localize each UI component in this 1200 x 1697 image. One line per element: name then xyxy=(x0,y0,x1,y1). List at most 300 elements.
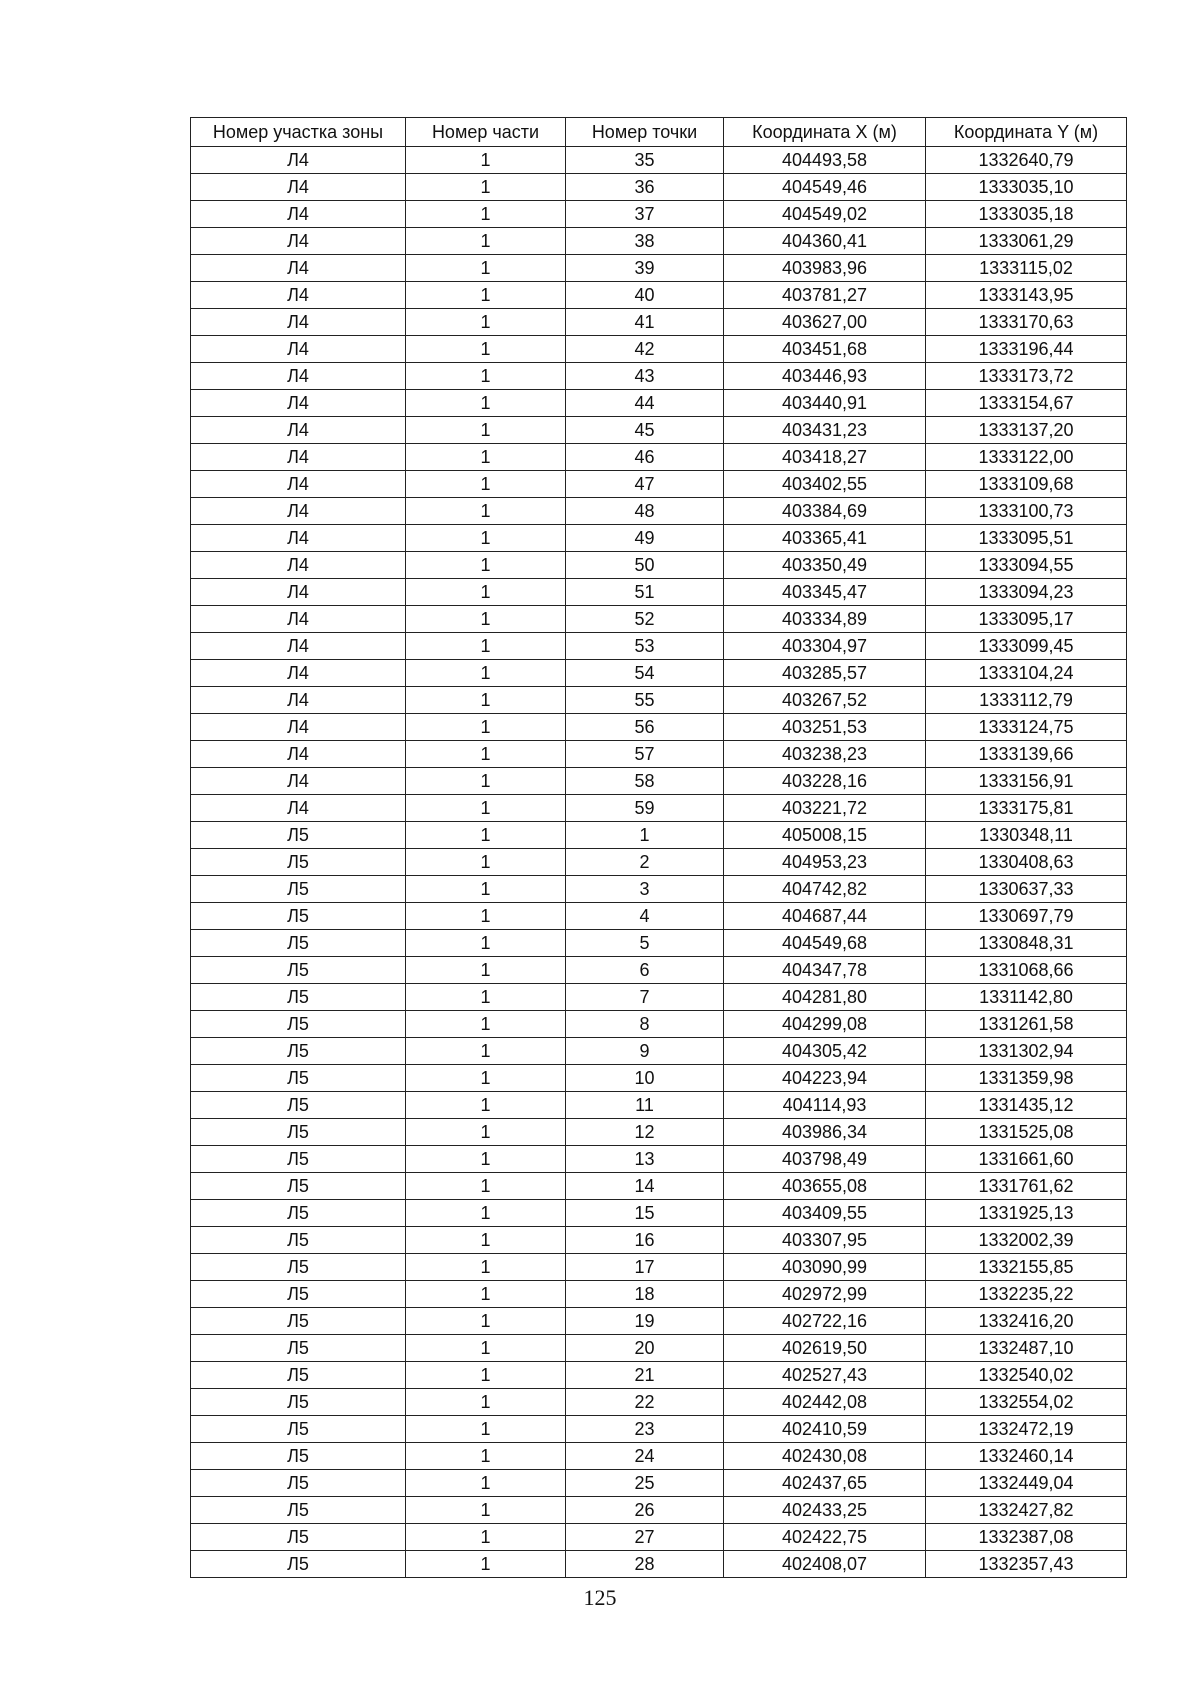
cell-point-number: 17 xyxy=(566,1254,724,1281)
cell-zone-section: Л4 xyxy=(191,417,406,444)
cell-coordinate-y: 1330637,33 xyxy=(926,876,1127,903)
table-row xyxy=(191,606,1127,633)
cell-part-number: 1 xyxy=(406,444,566,471)
cell-coordinate-y: 1332640,79 xyxy=(926,147,1127,174)
cell-coordinate-x: 402527,43 xyxy=(724,1362,926,1389)
cell-part-number: 1 xyxy=(406,525,566,552)
cell-zone-section: Л4 xyxy=(191,390,406,417)
cell-point-number: 51 xyxy=(566,579,724,606)
cell-coordinate-x: 404742,82 xyxy=(724,876,926,903)
cell-coordinate-x: 404281,80 xyxy=(724,984,926,1011)
cell-coordinate-x: 403267,52 xyxy=(724,687,926,714)
cell-coordinate-x: 403228,16 xyxy=(724,768,926,795)
cell-part-number: 1 xyxy=(406,822,566,849)
cell-zone-section: Л4 xyxy=(191,741,406,768)
cell-part-number: 1 xyxy=(406,849,566,876)
cell-zone-section: Л4 xyxy=(191,363,406,390)
table-row xyxy=(191,1470,1127,1497)
cell-coordinate-x: 403304,97 xyxy=(724,633,926,660)
cell-part-number: 1 xyxy=(406,1254,566,1281)
cell-part-number: 1 xyxy=(406,336,566,363)
cell-coordinate-x: 404493,58 xyxy=(724,147,926,174)
cell-coordinate-x: 403402,55 xyxy=(724,471,926,498)
cell-point-number: 24 xyxy=(566,1443,724,1470)
cell-zone-section: Л5 xyxy=(191,1281,406,1308)
cell-coordinate-y: 1331435,12 xyxy=(926,1092,1127,1119)
page-number: 125 xyxy=(583,1585,617,1610)
cell-part-number: 1 xyxy=(406,255,566,282)
cell-coordinate-y: 1333094,55 xyxy=(926,552,1127,579)
cell-coordinate-x: 403345,47 xyxy=(724,579,926,606)
cell-point-number: 28 xyxy=(566,1551,724,1578)
cell-zone-section: Л4 xyxy=(191,498,406,525)
cell-zone-section: Л5 xyxy=(191,1497,406,1524)
cell-part-number: 1 xyxy=(406,660,566,687)
cell-point-number: 46 xyxy=(566,444,724,471)
table-row xyxy=(191,1038,1127,1065)
table-row xyxy=(191,660,1127,687)
cell-zone-section: Л5 xyxy=(191,1362,406,1389)
cell-coordinate-x: 402433,25 xyxy=(724,1497,926,1524)
cell-coordinate-x: 404549,46 xyxy=(724,174,926,201)
cell-point-number: 44 xyxy=(566,390,724,417)
cell-coordinate-x: 405008,15 xyxy=(724,822,926,849)
cell-coordinate-x: 402437,65 xyxy=(724,1470,926,1497)
cell-point-number: 13 xyxy=(566,1146,724,1173)
cell-point-number: 7 xyxy=(566,984,724,1011)
table-row xyxy=(191,714,1127,741)
table-row xyxy=(191,471,1127,498)
cell-point-number: 14 xyxy=(566,1173,724,1200)
table-row xyxy=(191,1308,1127,1335)
cell-coordinate-x: 403365,41 xyxy=(724,525,926,552)
cell-zone-section: Л4 xyxy=(191,282,406,309)
cell-coordinate-y: 1332416,20 xyxy=(926,1308,1127,1335)
table-row xyxy=(191,417,1127,444)
table-row xyxy=(191,1227,1127,1254)
cell-zone-section: Л4 xyxy=(191,255,406,282)
cell-part-number: 1 xyxy=(406,1470,566,1497)
cell-zone-section: Л5 xyxy=(191,1389,406,1416)
cell-part-number: 1 xyxy=(406,471,566,498)
cell-coordinate-y: 1332472,19 xyxy=(926,1416,1127,1443)
cell-zone-section: Л4 xyxy=(191,687,406,714)
cell-part-number: 1 xyxy=(406,957,566,984)
cell-zone-section: Л4 xyxy=(191,444,406,471)
cell-zone-section: Л4 xyxy=(191,714,406,741)
cell-coordinate-y: 1333035,18 xyxy=(926,201,1127,228)
cell-coordinate-x: 403285,57 xyxy=(724,660,926,687)
cell-part-number: 1 xyxy=(406,1011,566,1038)
table-row xyxy=(191,768,1127,795)
cell-zone-section: Л4 xyxy=(191,174,406,201)
cell-zone-section: Л5 xyxy=(191,1119,406,1146)
cell-point-number: 55 xyxy=(566,687,724,714)
cell-point-number: 10 xyxy=(566,1065,724,1092)
cell-part-number: 1 xyxy=(406,768,566,795)
table-row xyxy=(191,1335,1127,1362)
cell-point-number: 2 xyxy=(566,849,724,876)
cell-point-number: 26 xyxy=(566,1497,724,1524)
cell-coordinate-y: 1333156,91 xyxy=(926,768,1127,795)
cell-coordinate-y: 1331525,08 xyxy=(926,1119,1127,1146)
table-row xyxy=(191,1146,1127,1173)
cell-point-number: 58 xyxy=(566,768,724,795)
cell-coordinate-x: 403451,68 xyxy=(724,336,926,363)
table-row xyxy=(191,525,1127,552)
cell-coordinate-x: 403655,08 xyxy=(724,1173,926,1200)
table-row xyxy=(191,633,1127,660)
cell-zone-section: Л5 xyxy=(191,903,406,930)
cell-zone-section: Л5 xyxy=(191,1416,406,1443)
table-row xyxy=(191,1416,1127,1443)
cell-zone-section: Л4 xyxy=(191,606,406,633)
cell-part-number: 1 xyxy=(406,363,566,390)
cell-coordinate-y: 1332357,43 xyxy=(926,1551,1127,1578)
cell-part-number: 1 xyxy=(406,1146,566,1173)
table-row xyxy=(191,147,1127,174)
table-row xyxy=(191,1119,1127,1146)
cell-part-number: 1 xyxy=(406,1416,566,1443)
cell-coordinate-x: 402972,99 xyxy=(724,1281,926,1308)
cell-part-number: 1 xyxy=(406,930,566,957)
cell-coordinate-y: 1331761,62 xyxy=(926,1173,1127,1200)
cell-part-number: 1 xyxy=(406,714,566,741)
table-row xyxy=(191,1065,1127,1092)
cell-point-number: 15 xyxy=(566,1200,724,1227)
cell-coordinate-y: 1331661,60 xyxy=(926,1146,1127,1173)
cell-coordinate-y: 1333154,67 xyxy=(926,390,1127,417)
cell-coordinate-x: 403446,93 xyxy=(724,363,926,390)
cell-coordinate-x: 403983,96 xyxy=(724,255,926,282)
table-row xyxy=(191,687,1127,714)
cell-coordinate-x: 402410,59 xyxy=(724,1416,926,1443)
cell-point-number: 12 xyxy=(566,1119,724,1146)
cell-coordinate-y: 1332387,08 xyxy=(926,1524,1127,1551)
cell-coordinate-y: 1333139,66 xyxy=(926,741,1127,768)
cell-point-number: 38 xyxy=(566,228,724,255)
cell-part-number: 1 xyxy=(406,606,566,633)
cell-point-number: 56 xyxy=(566,714,724,741)
cell-coordinate-y: 1332554,02 xyxy=(926,1389,1127,1416)
cell-point-number: 37 xyxy=(566,201,724,228)
cell-point-number: 25 xyxy=(566,1470,724,1497)
cell-part-number: 1 xyxy=(406,228,566,255)
cell-coordinate-y: 1333095,51 xyxy=(926,525,1127,552)
cell-zone-section: Л5 xyxy=(191,1200,406,1227)
cell-coordinate-x: 402619,50 xyxy=(724,1335,926,1362)
cell-zone-section: Л5 xyxy=(191,930,406,957)
table-row xyxy=(191,822,1127,849)
cell-zone-section: Л4 xyxy=(191,309,406,336)
cell-coordinate-x: 403798,49 xyxy=(724,1146,926,1173)
cell-zone-section: Л5 xyxy=(191,1470,406,1497)
table-row xyxy=(191,579,1127,606)
cell-coordinate-y: 1333124,75 xyxy=(926,714,1127,741)
cell-point-number: 5 xyxy=(566,930,724,957)
cell-point-number: 43 xyxy=(566,363,724,390)
cell-part-number: 1 xyxy=(406,984,566,1011)
cell-coordinate-y: 1332155,85 xyxy=(926,1254,1127,1281)
table-row xyxy=(191,984,1127,1011)
cell-coordinate-x: 402408,07 xyxy=(724,1551,926,1578)
cell-point-number: 35 xyxy=(566,147,724,174)
table-row xyxy=(191,1281,1127,1308)
cell-part-number: 1 xyxy=(406,174,566,201)
cell-zone-section: Л4 xyxy=(191,768,406,795)
table-row xyxy=(191,201,1127,228)
cell-coordinate-x: 403418,27 xyxy=(724,444,926,471)
table-row xyxy=(191,1443,1127,1470)
cell-coordinate-x: 404114,93 xyxy=(724,1092,926,1119)
cell-coordinate-x: 404347,78 xyxy=(724,957,926,984)
cell-part-number: 1 xyxy=(406,741,566,768)
cell-coordinate-x: 403384,69 xyxy=(724,498,926,525)
cell-point-number: 19 xyxy=(566,1308,724,1335)
cell-coordinate-y: 1331261,58 xyxy=(926,1011,1127,1038)
cell-part-number: 1 xyxy=(406,1281,566,1308)
cell-part-number: 1 xyxy=(406,552,566,579)
cell-zone-section: Л5 xyxy=(191,984,406,1011)
table-row xyxy=(191,1524,1127,1551)
cell-part-number: 1 xyxy=(406,498,566,525)
cell-coordinate-y: 1331359,98 xyxy=(926,1065,1127,1092)
cell-point-number: 53 xyxy=(566,633,724,660)
table-row xyxy=(191,957,1127,984)
cell-part-number: 1 xyxy=(406,1227,566,1254)
cell-part-number: 1 xyxy=(406,1092,566,1119)
table-row xyxy=(191,1254,1127,1281)
cell-coordinate-y: 1332460,14 xyxy=(926,1443,1127,1470)
table-body xyxy=(191,147,1127,1578)
cell-zone-section: Л5 xyxy=(191,876,406,903)
cell-coordinate-y: 1331068,66 xyxy=(926,957,1127,984)
cell-zone-section: Л4 xyxy=(191,228,406,255)
cell-point-number: 11 xyxy=(566,1092,724,1119)
table-row xyxy=(191,444,1127,471)
cell-zone-section: Л4 xyxy=(191,795,406,822)
cell-point-number: 6 xyxy=(566,957,724,984)
cell-point-number: 49 xyxy=(566,525,724,552)
cell-zone-section: Л4 xyxy=(191,201,406,228)
cell-point-number: 42 xyxy=(566,336,724,363)
cell-part-number: 1 xyxy=(406,1497,566,1524)
table-row xyxy=(191,849,1127,876)
cell-coordinate-x: 403221,72 xyxy=(724,795,926,822)
table-row xyxy=(191,390,1127,417)
cell-coordinate-x: 402430,08 xyxy=(724,1443,926,1470)
table-row xyxy=(191,255,1127,282)
table-row xyxy=(191,930,1127,957)
cell-coordinate-y: 1333099,45 xyxy=(926,633,1127,660)
cell-coordinate-y: 1333137,20 xyxy=(926,417,1127,444)
table-row xyxy=(191,1200,1127,1227)
cell-coordinate-y: 1330697,79 xyxy=(926,903,1127,930)
cell-part-number: 1 xyxy=(406,147,566,174)
cell-coordinate-y: 1333061,29 xyxy=(926,228,1127,255)
cell-coordinate-x: 403986,34 xyxy=(724,1119,926,1146)
cell-zone-section: Л5 xyxy=(191,1443,406,1470)
cell-coordinate-y: 1330408,63 xyxy=(926,849,1127,876)
cell-coordinate-y: 1330848,31 xyxy=(926,930,1127,957)
cell-zone-section: Л5 xyxy=(191,822,406,849)
table-row xyxy=(191,741,1127,768)
cell-coordinate-x: 403350,49 xyxy=(724,552,926,579)
cell-coordinate-x: 403440,91 xyxy=(724,390,926,417)
cell-point-number: 16 xyxy=(566,1227,724,1254)
cell-part-number: 1 xyxy=(406,633,566,660)
cell-point-number: 57 xyxy=(566,741,724,768)
cell-point-number: 54 xyxy=(566,660,724,687)
cell-coordinate-x: 403307,95 xyxy=(724,1227,926,1254)
header-point-number: Номер точки xyxy=(566,118,724,147)
cell-part-number: 1 xyxy=(406,1362,566,1389)
cell-coordinate-x: 404305,42 xyxy=(724,1038,926,1065)
cell-point-number: 27 xyxy=(566,1524,724,1551)
cell-part-number: 1 xyxy=(406,1551,566,1578)
cell-coordinate-x: 404687,44 xyxy=(724,903,926,930)
cell-coordinate-x: 403090,99 xyxy=(724,1254,926,1281)
cell-coordinate-y: 1332427,82 xyxy=(926,1497,1127,1524)
cell-coordinate-y: 1333196,44 xyxy=(926,336,1127,363)
cell-point-number: 36 xyxy=(566,174,724,201)
cell-coordinate-y: 1333115,02 xyxy=(926,255,1127,282)
cell-part-number: 1 xyxy=(406,1200,566,1227)
cell-part-number: 1 xyxy=(406,876,566,903)
cell-point-number: 9 xyxy=(566,1038,724,1065)
cell-point-number: 48 xyxy=(566,498,724,525)
cell-coordinate-x: 402422,75 xyxy=(724,1524,926,1551)
cell-coordinate-x: 404299,08 xyxy=(724,1011,926,1038)
cell-coordinate-y: 1333122,00 xyxy=(926,444,1127,471)
cell-coordinate-x: 403409,55 xyxy=(724,1200,926,1227)
cell-coordinate-x: 403627,00 xyxy=(724,309,926,336)
cell-coordinate-y: 1333143,95 xyxy=(926,282,1127,309)
cell-coordinate-x: 403431,23 xyxy=(724,417,926,444)
cell-coordinate-x: 403251,53 xyxy=(724,714,926,741)
cell-part-number: 1 xyxy=(406,390,566,417)
table-row xyxy=(191,1092,1127,1119)
cell-zone-section: Л4 xyxy=(191,525,406,552)
cell-coordinate-y: 1331925,13 xyxy=(926,1200,1127,1227)
cell-part-number: 1 xyxy=(406,1038,566,1065)
cell-zone-section: Л4 xyxy=(191,579,406,606)
cell-coordinate-x: 402442,08 xyxy=(724,1389,926,1416)
cell-point-number: 40 xyxy=(566,282,724,309)
table-row xyxy=(191,282,1127,309)
cell-part-number: 1 xyxy=(406,1119,566,1146)
header-coordinate-y: Координата Y (м) xyxy=(926,118,1127,147)
cell-part-number: 1 xyxy=(406,1173,566,1200)
header-part-number: Номер части xyxy=(406,118,566,147)
header-zone-section: Номер участка зоны xyxy=(191,118,406,147)
cell-zone-section: Л5 xyxy=(191,1551,406,1578)
table-row xyxy=(191,1173,1127,1200)
table-row xyxy=(191,1011,1127,1038)
cell-zone-section: Л5 xyxy=(191,957,406,984)
cell-part-number: 1 xyxy=(406,795,566,822)
cell-zone-section: Л5 xyxy=(191,1173,406,1200)
cell-point-number: 20 xyxy=(566,1335,724,1362)
cell-coordinate-x: 404223,94 xyxy=(724,1065,926,1092)
cell-coordinate-y: 1333095,17 xyxy=(926,606,1127,633)
cell-zone-section: Л4 xyxy=(191,660,406,687)
cell-point-number: 47 xyxy=(566,471,724,498)
table-row xyxy=(191,174,1127,201)
cell-coordinate-y: 1333175,81 xyxy=(926,795,1127,822)
cell-zone-section: Л5 xyxy=(191,1038,406,1065)
table-row xyxy=(191,309,1127,336)
table-row xyxy=(191,795,1127,822)
cell-coordinate-x: 404549,68 xyxy=(724,930,926,957)
cell-zone-section: Л4 xyxy=(191,633,406,660)
cell-coordinate-x: 404953,23 xyxy=(724,849,926,876)
cell-coordinate-y: 1332235,22 xyxy=(926,1281,1127,1308)
cell-part-number: 1 xyxy=(406,1308,566,1335)
cell-point-number: 1 xyxy=(566,822,724,849)
cell-point-number: 23 xyxy=(566,1416,724,1443)
cell-coordinate-y: 1333035,10 xyxy=(926,174,1127,201)
cell-zone-section: Л5 xyxy=(191,1227,406,1254)
cell-coordinate-y: 1333094,23 xyxy=(926,579,1127,606)
cell-zone-section: Л5 xyxy=(191,849,406,876)
cell-zone-section: Л5 xyxy=(191,1011,406,1038)
cell-part-number: 1 xyxy=(406,1065,566,1092)
cell-coordinate-x: 403238,23 xyxy=(724,741,926,768)
cell-coordinate-x: 402722,16 xyxy=(724,1308,926,1335)
cell-point-number: 59 xyxy=(566,795,724,822)
cell-coordinate-y: 1330348,11 xyxy=(926,822,1127,849)
cell-part-number: 1 xyxy=(406,579,566,606)
cell-point-number: 50 xyxy=(566,552,724,579)
cell-zone-section: Л5 xyxy=(191,1335,406,1362)
cell-part-number: 1 xyxy=(406,417,566,444)
cell-point-number: 4 xyxy=(566,903,724,930)
table-row xyxy=(191,498,1127,525)
table-row xyxy=(191,1497,1127,1524)
cell-part-number: 1 xyxy=(406,1335,566,1362)
table-row xyxy=(191,1362,1127,1389)
cell-part-number: 1 xyxy=(406,687,566,714)
cell-coordinate-x: 403334,89 xyxy=(724,606,926,633)
cell-zone-section: Л4 xyxy=(191,336,406,363)
table-row xyxy=(191,903,1127,930)
cell-part-number: 1 xyxy=(406,1389,566,1416)
cell-zone-section: Л4 xyxy=(191,471,406,498)
cell-point-number: 18 xyxy=(566,1281,724,1308)
table-row xyxy=(191,1551,1127,1578)
cell-point-number: 22 xyxy=(566,1389,724,1416)
cell-zone-section: Л5 xyxy=(191,1065,406,1092)
table-row xyxy=(191,876,1127,903)
cell-coordinate-y: 1332540,02 xyxy=(926,1362,1127,1389)
cell-part-number: 1 xyxy=(406,309,566,336)
cell-coordinate-y: 1333112,79 xyxy=(926,687,1127,714)
table-row xyxy=(191,1389,1127,1416)
cell-coordinate-y: 1333173,72 xyxy=(926,363,1127,390)
cell-coordinate-y: 1333109,68 xyxy=(926,471,1127,498)
cell-coordinate-y: 1332487,10 xyxy=(926,1335,1127,1362)
cell-point-number: 21 xyxy=(566,1362,724,1389)
table-row xyxy=(191,228,1127,255)
table-header-row xyxy=(191,118,1127,147)
cell-zone-section: Л5 xyxy=(191,1092,406,1119)
cell-point-number: 39 xyxy=(566,255,724,282)
cell-zone-section: Л5 xyxy=(191,1308,406,1335)
cell-part-number: 1 xyxy=(406,1524,566,1551)
table-row xyxy=(191,552,1127,579)
cell-zone-section: Л4 xyxy=(191,147,406,174)
